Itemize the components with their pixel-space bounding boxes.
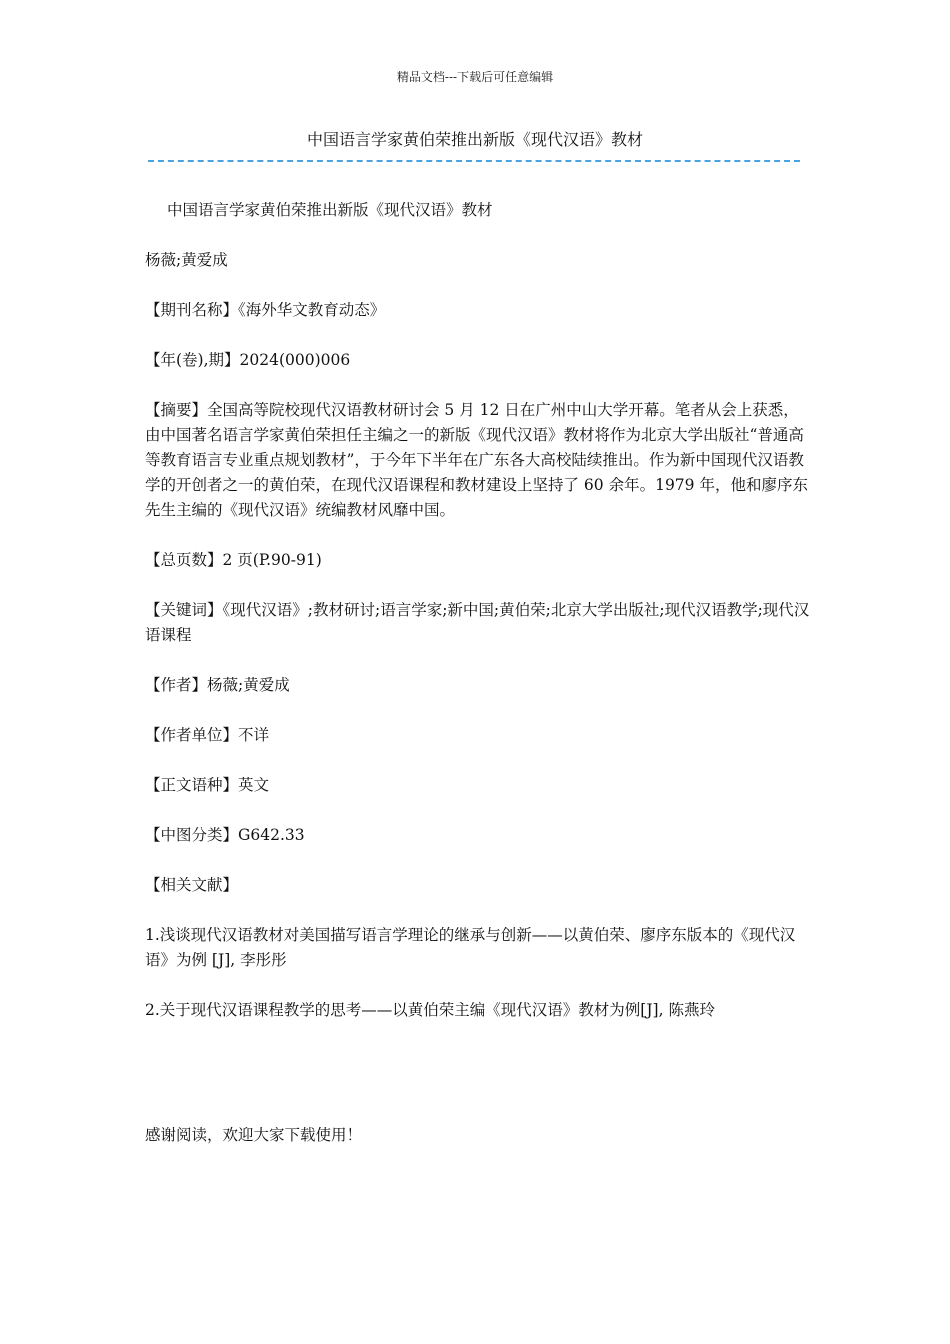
closing-note: 感谢阅读，欢迎大家下载使用！ bbox=[145, 1126, 363, 1144]
spacer bbox=[145, 1048, 810, 1123]
year-issue: 【年(卷),期】2024(000)006 bbox=[145, 351, 351, 369]
document-title: 中国语言学家黄伯荣推出新版《现代汉语》教材 bbox=[306, 130, 643, 149]
article-title: 中国语言学家黄伯荣推出新版《现代汉语》教材 bbox=[167, 201, 493, 219]
journal-name: 【期刊名称】《海外华文教育动态》 bbox=[145, 301, 386, 319]
keywords: 【关键词】《现代汉语》;教材研讨;语言学家;新中国;黄伯荣;北京大学出版社;现代汉语教学;现代汉语课程 bbox=[145, 601, 810, 644]
authors-line: 杨薇;黄爱成 bbox=[145, 251, 228, 269]
related-item: 2.关于现代汉语课程教学的思考——以黄伯荣主编《现代汉语》教材为例[J], 陈燕玲 bbox=[145, 1001, 715, 1019]
classification: 【中图分类】G642.33 bbox=[145, 826, 305, 844]
header-note: 精品文档---下载后可任意编辑 bbox=[396, 70, 554, 84]
author: 【作者】杨薇;黄爱成 bbox=[145, 676, 290, 694]
page-count: 【总页数】2 页(P.90-91) bbox=[145, 551, 322, 569]
related-item: 1.浅谈现代汉语教材对美国描写语言学理论的继承与创新——以黄伯荣、廖序东版本的《现代汉语》为例 [J], 李彤彤 bbox=[145, 926, 796, 969]
language: 【正文语种】英文 bbox=[145, 776, 270, 794]
article-body bbox=[145, 198, 810, 1173]
affiliation: 【作者单位】不详 bbox=[145, 726, 270, 744]
dashed-divider bbox=[148, 160, 800, 162]
related-heading: 【相关文献】 bbox=[145, 876, 239, 894]
abstract: 【摘要】全国高等院校现代汉语教材研讨会 5 月 12 日在广州中山大学开幕。笔者从会上获悉，由中国著名语言学家黄伯荣担任主编之一的新版《现代汉语》教材将作为北京大学出版社“普通高等教育语言专业重点规划教材”，于今年下半年在广东各大高校陆续推出。作为新中国现代汉语教学的开创者之一的黄伯荣，在现代汉语课程和教材建设上坚持了 60 余年。1979 年，他和廖序东先生主编的《现代汉语》统编教材风靡中国。 bbox=[145, 401, 808, 519]
